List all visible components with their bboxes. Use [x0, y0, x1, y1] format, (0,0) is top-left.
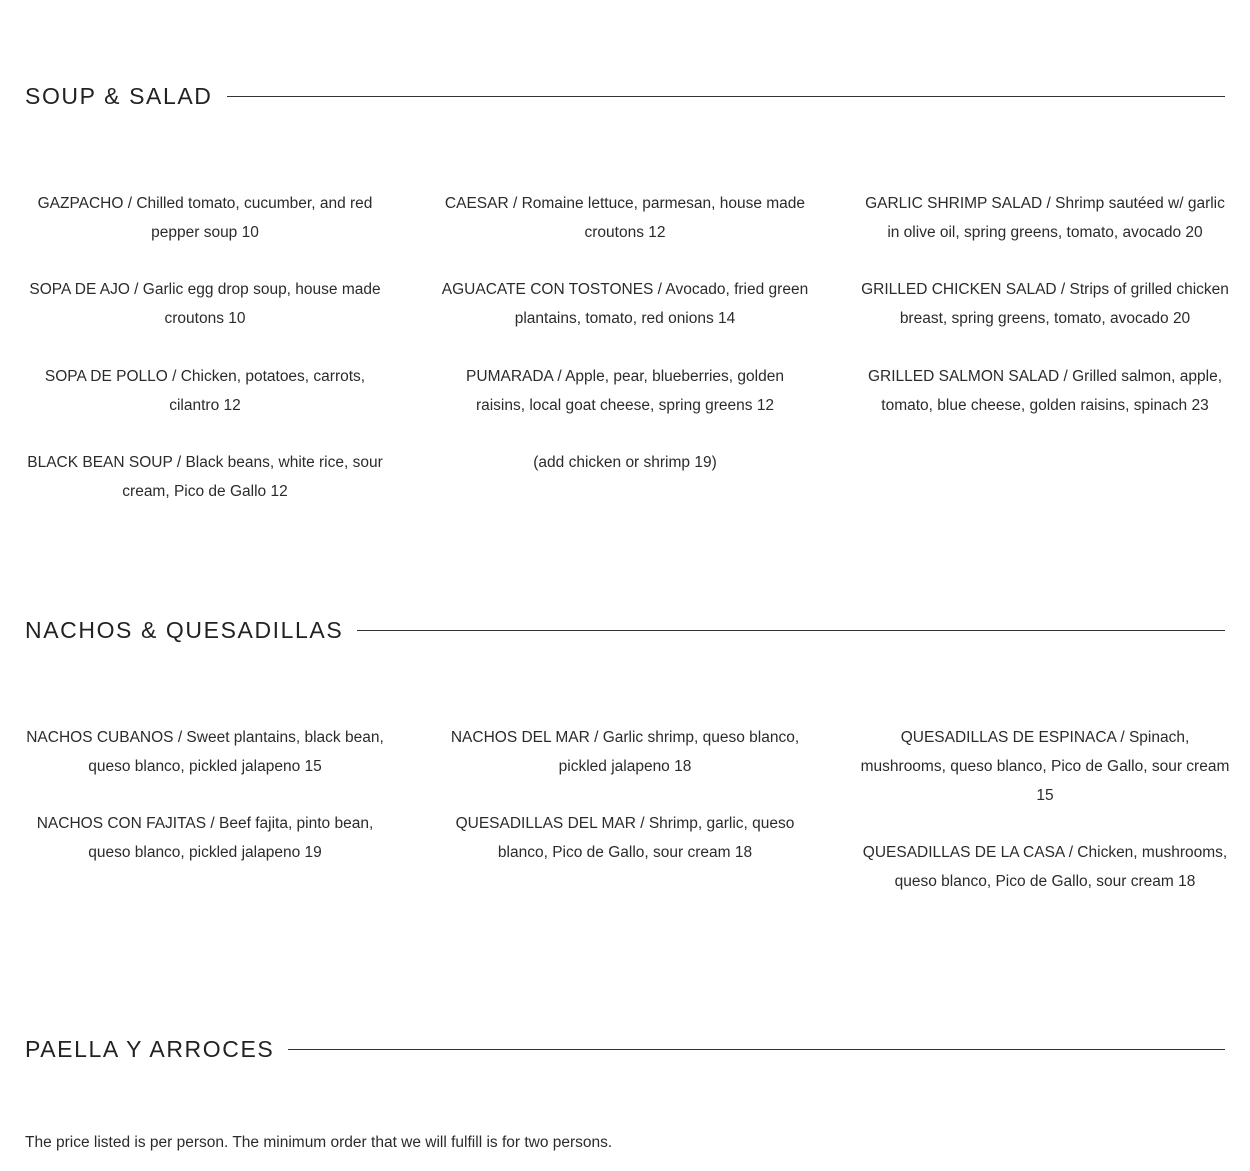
- menu-column-3: [860, 724, 1230, 897]
- menu-item-quesadillas-de-espinaca: QUESADILLAS DE ESPINACA / Spinach, mushrooms, queso blanco, Pico de Gallo, sour cream 15: [860, 729, 1230, 804]
- menu-item-aguacate-con-tostones: AGUACATE CON TOSTONES / Avocado, fried green plantains, tomato, red onions 14: [441, 281, 809, 328]
- menu-item-black-bean-soup: BLACK BEAN SOUP / Black beans, white rice, sour cream, Pico de Gallo 12: [27, 454, 383, 500]
- pricing-note: The price listed is per person. The minimum order that we will fulfill is for two persons.: [25, 1134, 613, 1151]
- section-header-nachos-quesadillas: [25, 616, 1225, 644]
- menu-item-quesadillas-de-la-casa: QUESADILLAS DE LA CASA / Chicken, mushrooms, queso blanco, Pico de Gallo, sour cream 18: [862, 844, 1228, 890]
- menu-item-sopa-de-ajo: SOPA DE AJO / Garlic egg drop soup, house made croutons 10: [29, 281, 381, 328]
- section-divider: [357, 630, 1225, 631]
- menu-column-2: [440, 724, 810, 868]
- menu-item-pumarada: PUMARADA / Apple, pear, blueberries, golden raisins, local goat cheese, spring greens 12: [466, 367, 784, 414]
- menu-item-nachos-del-mar: NACHOS DEL MAR / Garlic shrimp, queso blanco, pickled jalapeno 18: [450, 729, 800, 775]
- menu-item-nachos-cubanos: NACHOS CUBANOS / Sweet plantains, black bean, queso blanco, pickled jalapeno 15: [26, 729, 384, 775]
- section-title: NACHOS & QUESADILLAS: [25, 617, 344, 643]
- section-header-paella-y-arroces: [25, 1035, 1225, 1063]
- section-header-soup-salad: [25, 82, 1225, 110]
- section-title: SOUP & SALAD: [25, 83, 213, 109]
- menu-item-garlic-shrimp-salad: GARLIC SHRIMP SALAD / Shrimp sautéed w/ garlic in olive oil, spring greens, tomato, avocado 20: [865, 195, 1225, 241]
- menu-item-caesar: CAESAR / Romaine lettuce, parmesan, house made croutons 12: [444, 195, 806, 241]
- menu-item-sopa-de-pollo: SOPA DE POLLO / Chicken, potatoes, carrots, cilantro 12: [44, 367, 366, 414]
- menu-item-grilled-salmon-salad: GRILLED SALMON SALAD / Grilled salmon, apple, tomato, blue cheese, golden raisins, spinach 23: [867, 367, 1223, 414]
- menu-column-1: [20, 190, 390, 507]
- section-title: PAELLA Y ARROCES: [25, 1036, 275, 1062]
- menu-item-add-protein-note: (add chicken or shrimp 19): [533, 454, 717, 472]
- menu-item-nachos-con-fajitas: NACHOS CON FAJITAS / Beef fajita, pinto bean, queso blanco, pickled jalapeno 19: [36, 815, 374, 862]
- menu-item-gazpacho: GAZPACHO / Chilled tomato, cucumber, and red pepper soup 10: [37, 195, 373, 241]
- menu-column-3: [860, 190, 1230, 420]
- menu-column-2: [440, 190, 810, 478]
- section-divider: [227, 96, 1225, 97]
- menu-column-1: [20, 724, 390, 868]
- menu-item-quesadillas-del-mar: QUESADILLAS DEL MAR / Shrimp, garlic, queso blanco, Pico de Gallo, sour cream 18: [455, 815, 795, 862]
- section-divider: [288, 1049, 1225, 1050]
- menu-item-grilled-chicken-salad: GRILLED CHICKEN SALAD / Strips of grilled chicken breast, spring greens, tomato, avocado 20: [861, 281, 1229, 328]
